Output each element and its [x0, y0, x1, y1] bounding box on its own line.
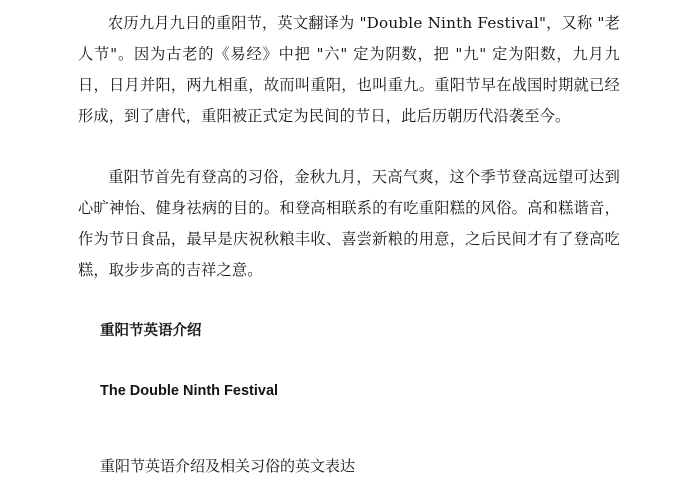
heading-chinese: 重阳节英语介绍	[100, 322, 202, 339]
heading-spacer	[78, 346, 620, 376]
paragraph-spacer-2	[78, 286, 620, 316]
heading-english: The Double Ninth Festival	[100, 383, 279, 399]
paragraph-2	[78, 162, 620, 286]
paragraph-2-text: 重阳节首先有登高的习俗，金秋九月，天高气爽，这个季节登高远望可达到心旷神怡、健身祛病的目的。和登高相联系的有吃重阳糕的风俗。高和糕谐音，作为节日食品，最早是庆祝秋粮丰收、喜尝新粮的用意，之后民间才有了登高吃糕，取步步高的吉祥之意。	[78, 168, 620, 279]
paragraph-spacer-1	[78, 132, 620, 162]
bottom-spacer	[78, 406, 620, 436]
paragraph-1-text: 农历九月九日的重阳节，英文翻译为 "Double Ninth Festival"，又称 "老人节"。因为古老的《易经》中把 "六" 定为阴数，把 "九" 定为阳数，九月九日，日月并阳，两九相重，故而叫重阳，也叫重九。重阳节早在战国时期就已经形成，到了唐代，重阳被正式定为民间的节日，此后历朝历代沿袭至今。	[78, 14, 620, 125]
clipped-text-line: 重阳节英语介绍及相关习俗的英文表达	[100, 457, 356, 475]
paragraph-1	[78, 8, 620, 132]
